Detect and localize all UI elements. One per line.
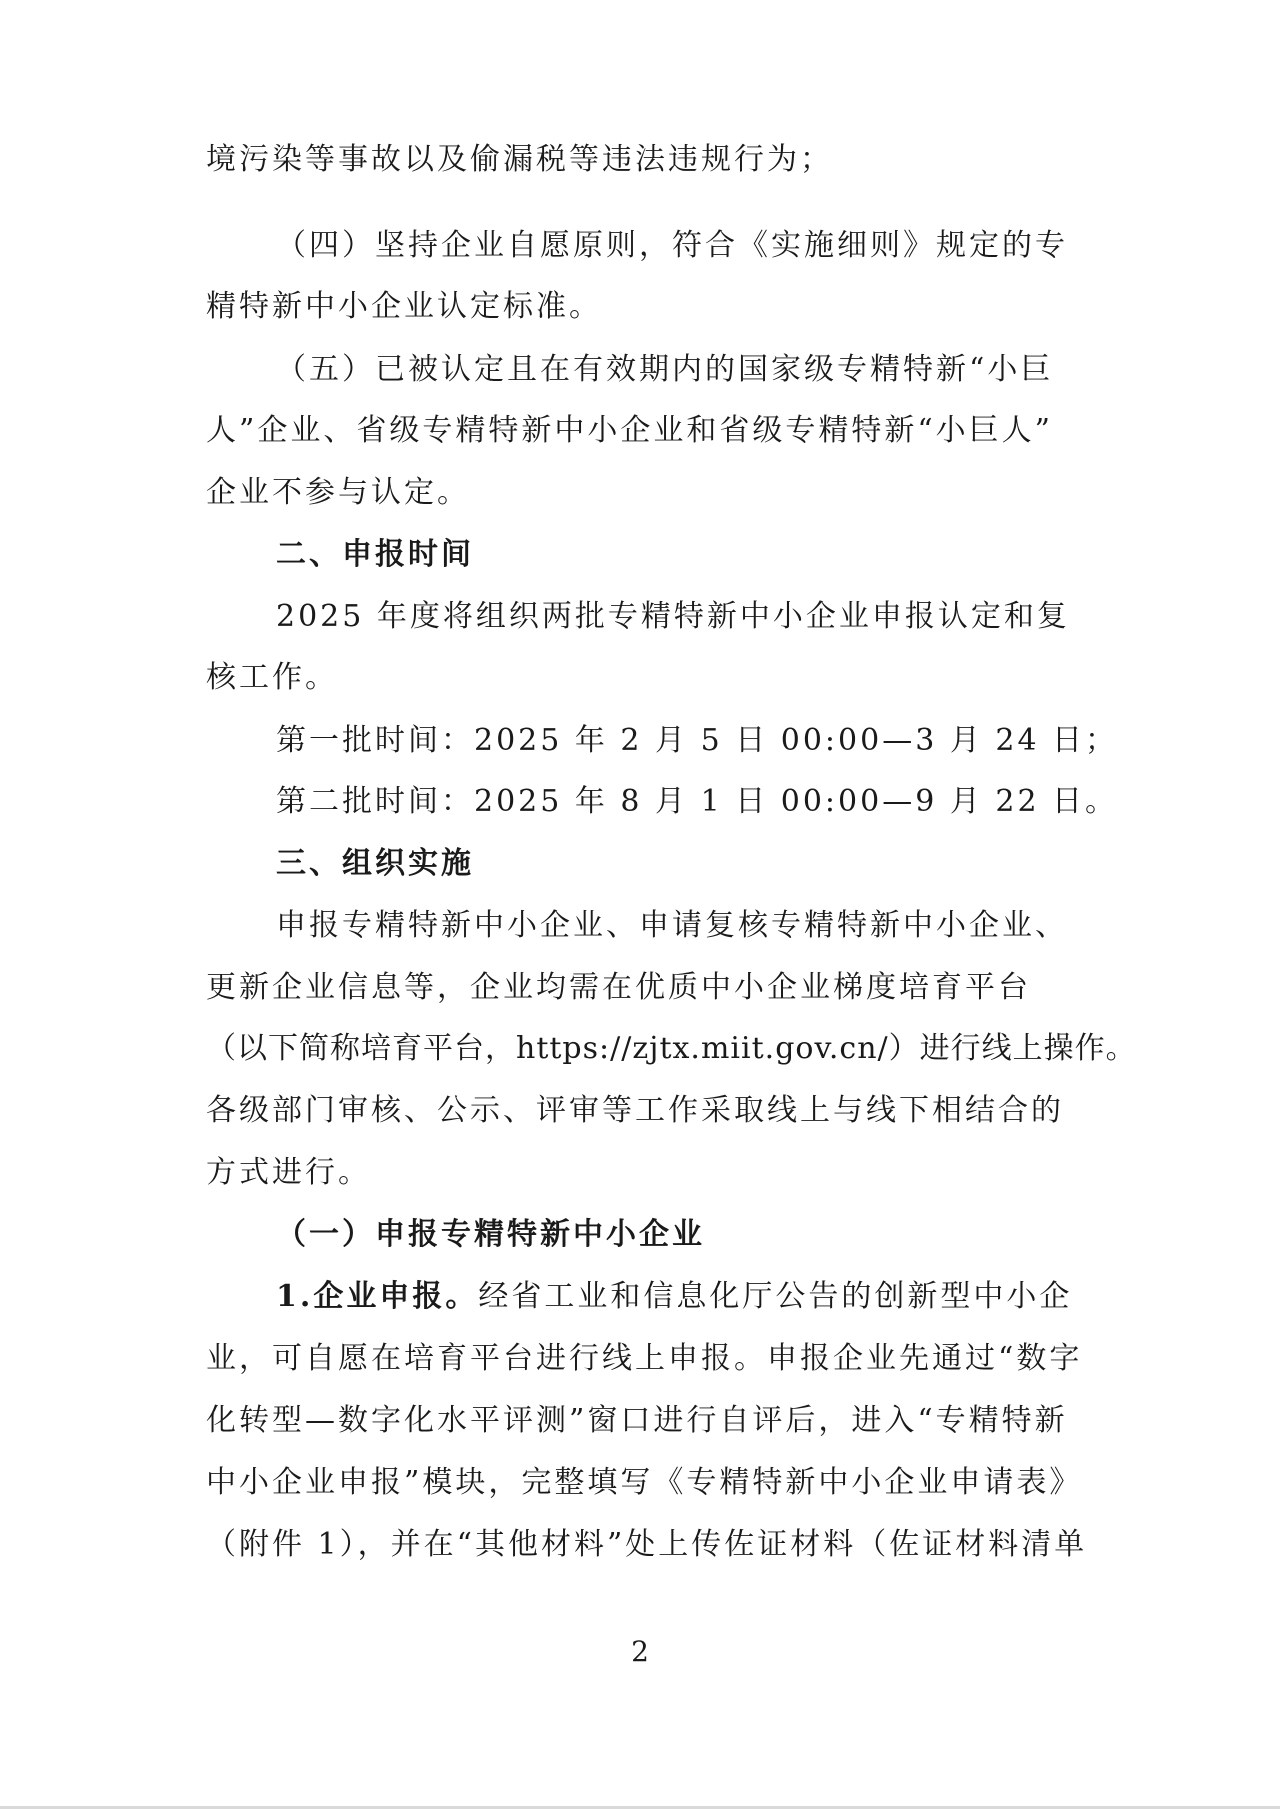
section-heading: 二、申报时间 (276, 537, 474, 572)
body-text-line: （以下简称培育平台，https://zjtx.miit.gov.cn/）进行线上操作。 (206, 1031, 1137, 1066)
item-text: 经省工业和信息化厅公告的创新型中小企 (478, 1279, 1073, 1314)
body-text-line: 人”企业、省级专精特新中小企业和省级专精特新“小巨人” (206, 413, 1054, 448)
body-text-line: 化转型—数字化水平评测”窗口进行自评后，进入“专精特新 (206, 1403, 1068, 1438)
subsection-heading: （一）申报专精特新中小企业 (276, 1217, 705, 1252)
body-text-line: 境污染等事故以及偷漏税等违法违规行为； (206, 142, 833, 177)
page-number: 2 (631, 1635, 649, 1668)
body-text-line: 方式进行。 (206, 1155, 371, 1190)
body-text-line: 申报专精特新中小企业、申请复核专精特新中小企业、 (276, 908, 1068, 943)
body-text-line: 更新企业信息等，企业均需在优质中小企业梯度培育平台 (206, 970, 1031, 1005)
item-heading: 企业申报。 (313, 1279, 479, 1314)
body-text-line (276, 1277, 1072, 1317)
body-text-line: 企业不参与认定。 (206, 475, 470, 510)
body-text-line: （附件 1），并在“其他材料”处上传佐证材料（佐证材料清单 (206, 1527, 1088, 1562)
body-text-line: 中小企业申报”模块，完整填写《专精特新中小企业申请表》 (206, 1465, 1083, 1500)
body-text-line: 核工作。 (206, 660, 338, 695)
body-text-line: 第二批时间：2025 年 8 月 1 日 00:00—9 月 22 日。 (276, 784, 1119, 819)
body-text-line: （五）已被认定且在有效期内的国家级专精特新“小巨 (276, 352, 1054, 387)
section-heading: 三、组织实施 (276, 846, 474, 881)
item-number: 1. (276, 1279, 314, 1314)
body-text-line: （四）坚持企业自愿原则，符合《实施细则》规定的专 (276, 228, 1068, 263)
body-text-line: 业，可自愿在培育平台进行线上申报。申报企业先通过“数字 (206, 1341, 1083, 1376)
body-text-line: 各级部门审核、公示、评审等工作采取线上与线下相结合的 (206, 1093, 1064, 1128)
body-text-line: 2025 年度将组织两批专精特新中小企业申报认定和复 (276, 599, 1070, 634)
body-text-line: 第一批时间：2025 年 2 月 5 日 00:00—3 月 24 日； (276, 723, 1119, 758)
body-text-line: 精特新中小企业认定标准。 (206, 289, 602, 324)
